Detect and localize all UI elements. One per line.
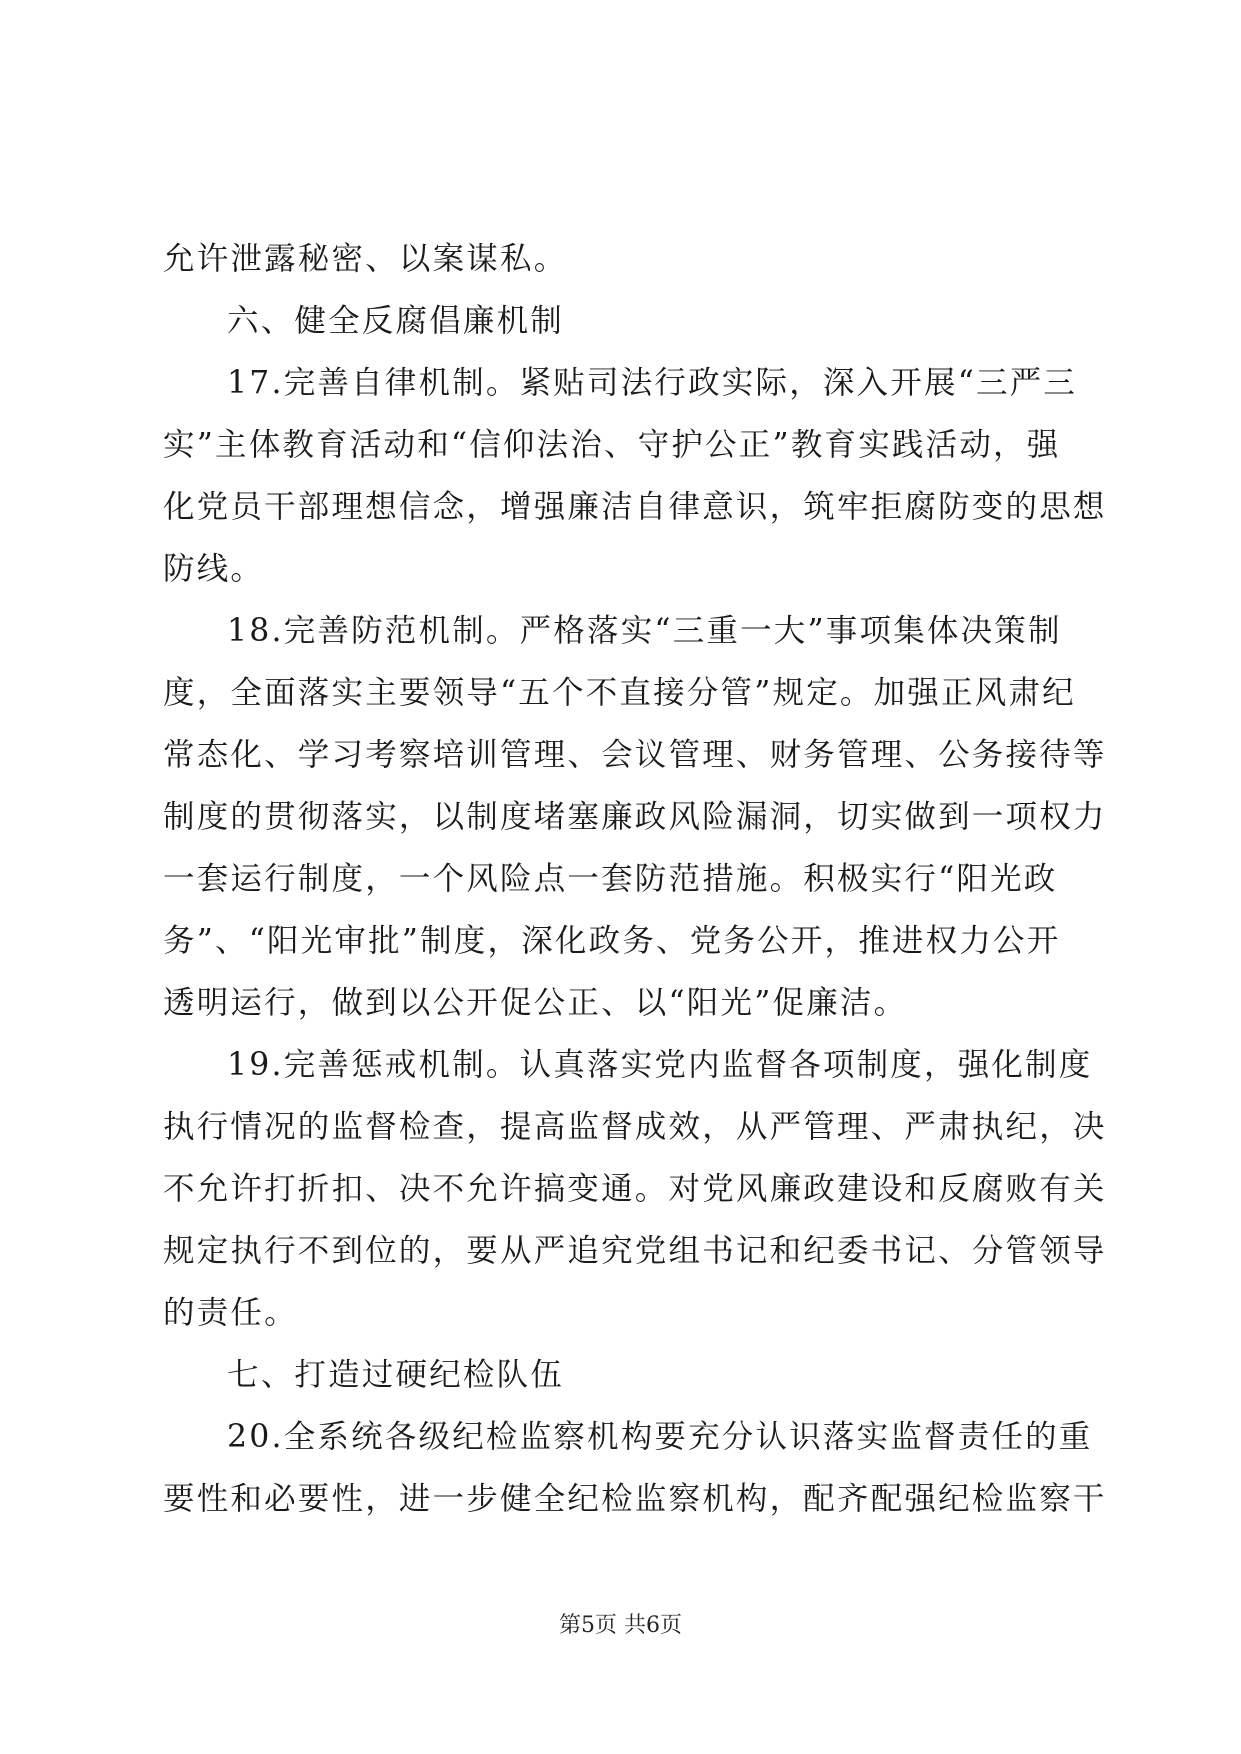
- page-footer: 第5页 共6页: [559, 1613, 682, 1638]
- text-line: 常态化、学习考察培训管理、会议管理、财务管理、公务接待等: [163, 737, 1107, 773]
- text-line: 规定执行不到位的，要从严追究党组书记和纪委书记、分管领导: [163, 1233, 1107, 1269]
- text-line: 度，全面落实主要领导“五个不直接分管”规定。加强正风肃纪: [163, 675, 1076, 711]
- text-line: 防线。: [163, 551, 265, 587]
- text-line: 务”、“阳光审批”制度，深化政务、党务公开，推进权力公开: [163, 923, 1061, 959]
- text-line: 要性和必要性，进一步健全纪检监察机构，配齐配强纪检监察干: [163, 1481, 1107, 1517]
- text-line: 19.完善惩戒机制。认真落实党内监督各项制度，强化制度: [227, 1047, 1093, 1083]
- text-line: 不允许打折扣、决不允许搞变通。对党风廉政建设和反腐败有关: [163, 1171, 1107, 1207]
- text-line: 允许泄露秘密、以案谋私。: [163, 241, 568, 277]
- text-line: 透明运行，做到以公开促公正、以“阳光”促廉洁。: [163, 985, 908, 1021]
- section-heading: 六、健全反腐倡廉机制: [227, 303, 565, 339]
- text-line: 17.完善自律机制。紧贴司法行政实际，深入开展“三严三: [227, 365, 1078, 401]
- text-line: 的责任。: [163, 1295, 298, 1331]
- text-line: 18.完善防范机制。严格落实“三重一大”事项集体决策制: [227, 613, 1062, 649]
- text-line: 化党员干部理想信念，增强廉洁自律意识，筑牢拒腐防变的思想: [163, 489, 1107, 525]
- text-line: 执行情况的监督检查，提高监督成效，从严管理、严肃执纪，决: [163, 1109, 1107, 1145]
- document-body: [163, 228, 1107, 1530]
- text-line: 制度的贯彻落实，以制度堵塞廉政风险漏洞，切实做到一项权力: [163, 799, 1107, 835]
- section-heading: 七、打造过硬纪检队伍: [227, 1357, 565, 1393]
- text-line: 20.全系统各级纪检监察机构要充分认识落实监督责任的重: [227, 1419, 1093, 1455]
- text-line: 一套运行制度，一个风险点一套防范措施。积极实行“阳光政: [163, 861, 1058, 897]
- text-line: 实”主体教育活动和“信仰法治、守护公正”教育实践活动，强: [163, 427, 1061, 463]
